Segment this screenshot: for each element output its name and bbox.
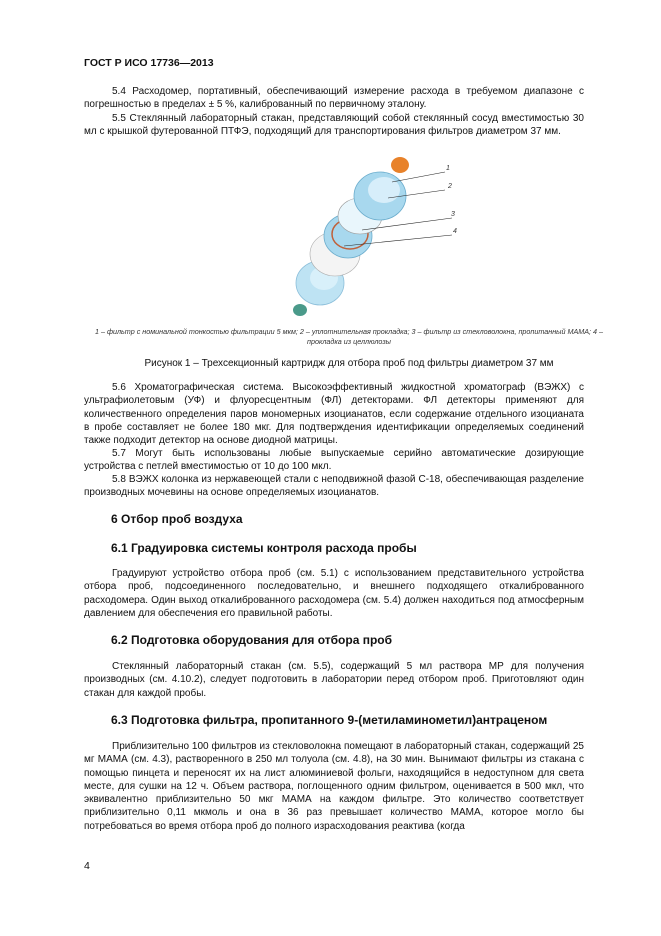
paragraph-5-5: 5.5 Стеклянный лабораторный стакан, представляющий собой стеклянный сосуд вместимостью 30 мл с крышкой футерованной ПТФЭ, подходящий для транспортирования фильтров диаметром 37 мм. [84, 113, 584, 138]
callout-2: 2 [448, 183, 452, 190]
section-6-3-text: Приблизительно 100 фильтров из стекловолокна помещают в лабораторный стакан, содержащий 25 мг МАМА (см. 4.3), растворенного в 250 мл толуола (см. 4.8), на 30 мин. Вынимают фильтры из стакана с помощью пинцета и переносят их на лист алюминиевой фольги, находящийся в недоступном для света месте, для сушки на 12 ч. Объем раствора, поглощенного одним фильтром, оценивается в 500 мкл, что эквивалентно приблизительно 50 мкг МАМА на каждом фильтре. Это количество соответствует приблизительно 0,11 мкмоль и она в 36 раз превышает количество МАМА, которое могло бы потребоваться во время отбора проб до полного израсходования реактива (когда [84, 741, 584, 832]
callout-3: 3 [451, 211, 455, 218]
paragraph-5-7: 5.7 Могут быть использованы любые выпускаемые серийно автоматические дозирующие устройства с петлей вместимостью от 10 до 100 мкл. [84, 448, 584, 473]
paragraph-5-6: 5.6 Хроматографическая система. Высокоэффективный жидкостной хроматограф (ВЭЖХ) с ультрафиолетовым (УФ) и флуоресцентным (ФЛ) детекторами. ФЛ детекторы применяют для количественного определения паров мономерных изоцианатов, если содержание отдельного изоцианата в пробе составляет не более 180 мкг. Для подтверждения идентификации определяемых соединений также подходит детектор на основе диодной матрицы. [84, 382, 584, 447]
paragraph-5-4: 5.4 Расходомер, портативный, обеспечивающий измерение расхода в требуемом диапазоне с погрешностью в пределах ± 5 %, калиброванный по первичному эталону. [84, 86, 584, 111]
callout-1: 1 [446, 165, 450, 172]
section-6-1-text: Градуируют устройство отбора проб (см. 5.1) с использованием представительного устройства отбора проб, подсоединенного последовательно, и внешнего подходящего откалиброванного расходомера. Один выход откалиброванного расходомера (см. 5.4) должен находиться под атмосферным давлением для обеспечения его правильной работы. [84, 568, 584, 619]
cartridge-figure [280, 148, 480, 323]
outlet-tip [293, 304, 307, 316]
document-header: ГОСТ Р ИСО 17736—2013 [84, 57, 214, 69]
callout-4: 4 [453, 228, 457, 235]
paragraph-5-8: 5.8 ВЭЖХ колонка из нержавеющей стали с неподвижной фазой С-18, обеспечивающая разделение производных мочевины на основе определяемых изоцианатов. [84, 474, 584, 499]
figure-caption: Рисунок 1 – Трехсекционный картридж для отбора проб под фильтры диаметром 37 мм [144, 358, 554, 369]
inlet-cap [391, 157, 409, 173]
cartridge-illustration [280, 148, 480, 323]
figure-legend: 1 – фильтр с номинальной тонкостью фильтрации 5 мкм; 2 – уплотнительная прокладка; 3 – фильтр из стекловолокна, пропитанный МАМА; 4 – прокладка из целлюлозы [94, 327, 604, 346]
section-6-2-title: 6.2 Подготовка оборудования для отбора проб [111, 633, 393, 647]
page-number: 4 [84, 860, 90, 872]
section-6-title: 6 Отбор проб воздуха [111, 512, 243, 526]
section-6-3-title: 6.3 Подготовка фильтра, пропитанного 9-(метиламинометил)антраценом [111, 713, 548, 727]
section-6-2-text: Стеклянный лабораторный стакан (см. 5.5), содержащий 5 мл раствора МР для получения производных (см. 4.10.2), следует подготовить в лаборатории перед отбором проб. Приготовляют один стакан для каждой пробы. [84, 661, 584, 699]
section-6-1-title: 6.1 Градуировка системы контроля расхода пробы [111, 541, 417, 555]
